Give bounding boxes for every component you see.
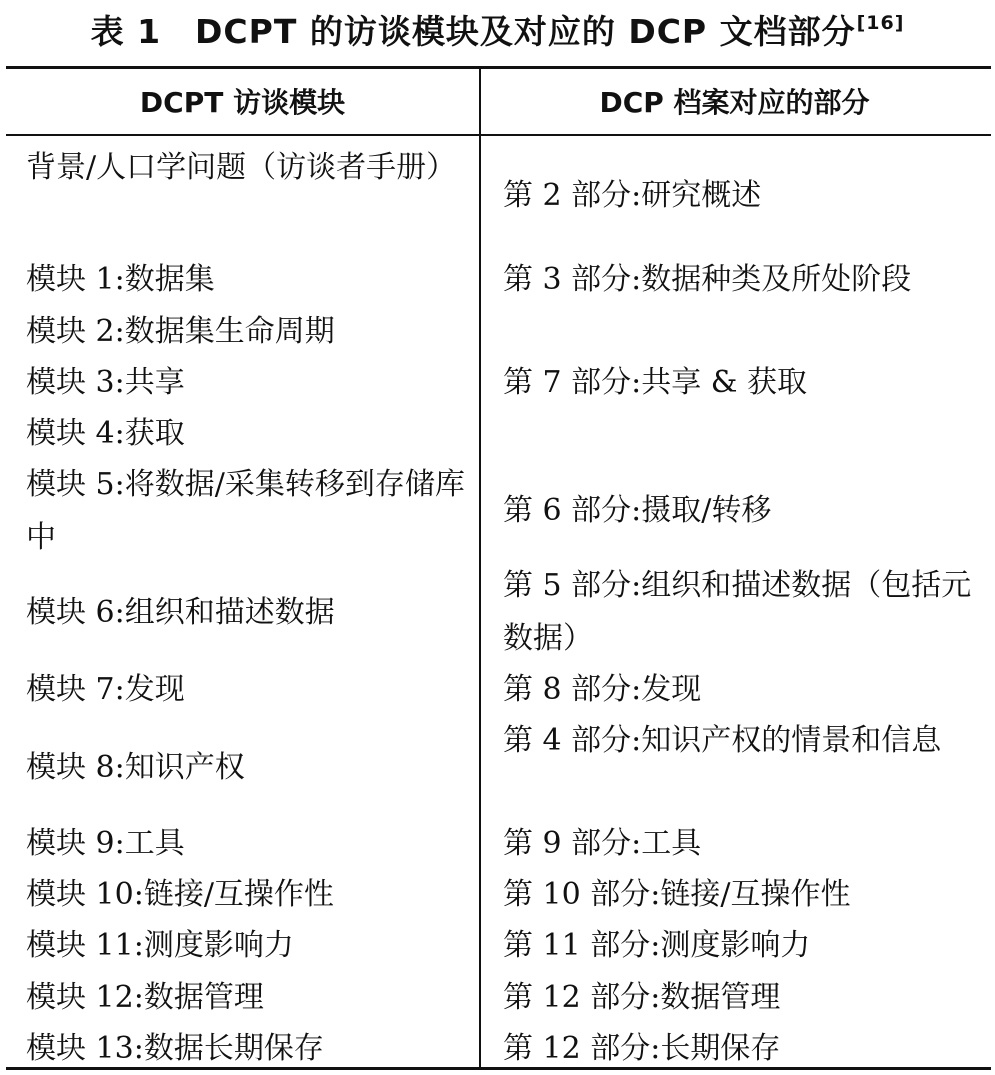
section-3-data-types: 第 3 部分:数据种类及所处阶段 [503,262,912,297]
section-8-discovery: 第 8 部分:发现 [503,672,702,707]
caption-reference: [16] [856,12,905,34]
module-5: 模块 5:将数据/采集转移到存储库中 [26,467,465,555]
mapping-table [6,66,991,1070]
section-7-sharing: 第 7 部分:共享 & 获取 [503,365,808,400]
section-9-tools: 第 9 部分:工具 [503,826,702,861]
module-background: 背景/人口学问题（访谈者手册） [26,150,457,185]
section-5-organize: 第 5 部分:组织和描述数据（包括元数据） [503,568,972,656]
caption-title: 表 1 DCPT 的访谈模块及对应的 DCP 文档部分 [90,12,856,51]
column-divider [479,69,481,1067]
module-12: 模块 12:数据管理 [26,980,264,1015]
module-13: 模块 13:数据长期保存 [26,1031,324,1066]
section-6-ingest: 第 6 部分:摄取/转移 [503,493,772,528]
module-11: 模块 11:测度影响力 [26,928,294,963]
table-caption [0,6,995,53]
section-10-interop: 第 10 部分:链接/互操作性 [503,877,851,912]
module-2: 模块 2:数据集生命周期 [26,314,335,349]
section-4-ip: 第 4 部分:知识产权的情景和信息 [503,723,942,758]
header-dcp-sections: DCP 档案对应的部分 [599,86,870,119]
module-3: 模块 3:共享 [26,365,185,400]
module-1: 模块 1:数据集 [26,262,215,297]
header-dcpt-modules: DCPT 访谈模块 [139,86,346,119]
module-9: 模块 9:工具 [26,826,185,861]
section-2-overview: 第 2 部分:研究概述 [503,178,762,213]
section-12-preservation: 第 12 部分:长期保存 [503,1031,781,1066]
module-8: 模块 8:知识产权 [26,750,245,785]
module-10: 模块 10:链接/互操作性 [26,877,334,912]
module-6: 模块 6:组织和描述数据 [26,595,335,630]
section-11-impact: 第 11 部分:测度影响力 [503,928,811,963]
section-12-management: 第 12 部分:数据管理 [503,980,781,1015]
module-7: 模块 7:发现 [26,672,185,707]
module-4: 模块 4:获取 [26,416,185,451]
